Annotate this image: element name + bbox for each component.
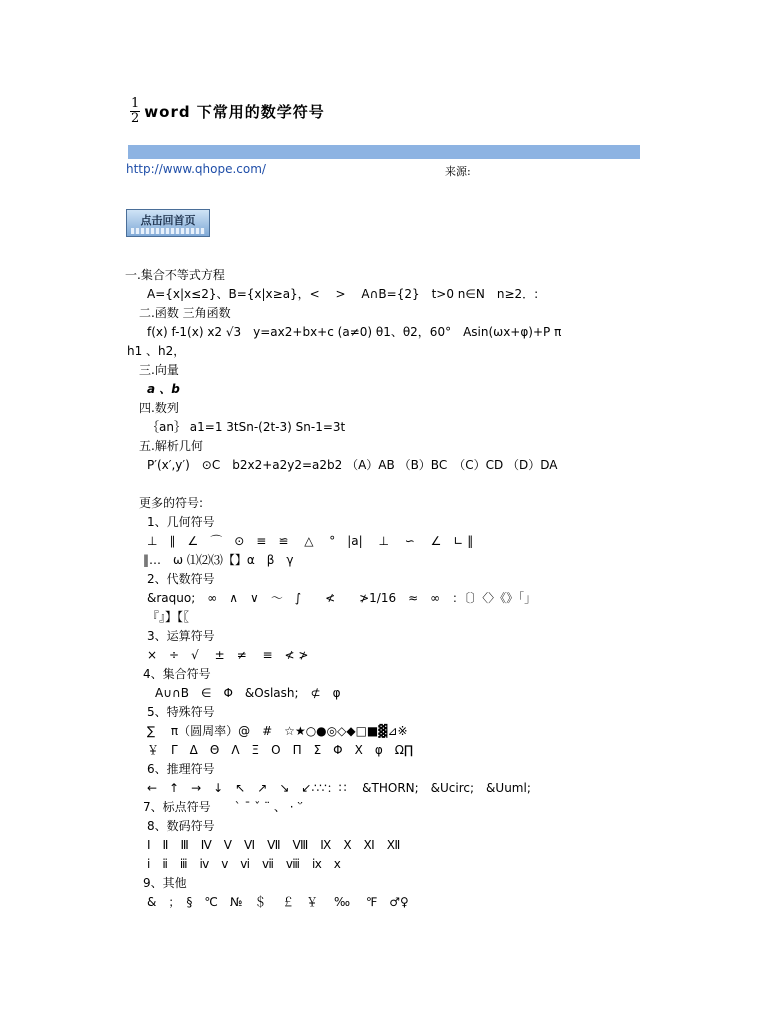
- content-line: f(x) f-1(x) x2 √3 y=ax2+bx+c (a≠0) θ1、θ2，60° Asin(ωx+φ)+P π: [147, 325, 562, 339]
- content-line: & ； § ℃ № ＄ ￡ ￥ ‰ ℉ ♂♀: [147, 895, 409, 909]
- section-heading: 五.解析几何: [139, 439, 203, 453]
- content-line: Ⅰ Ⅱ Ⅲ Ⅳ Ⅴ Ⅵ Ⅶ Ⅷ Ⅸ Ⅹ Ⅺ Ⅻ: [147, 838, 401, 852]
- subsection-heading: 3、运算符号: [147, 629, 215, 643]
- content-line: A∪∩B ∈ Φ &Oslash; ⊄ φ: [155, 686, 341, 700]
- subsection-heading: 2、代数符号: [147, 572, 215, 586]
- section-heading: 四.数列: [139, 401, 179, 415]
- home-button-banner: [131, 228, 205, 234]
- content-line: ‖… ω ⑴⑵⑶【】α β γ: [143, 553, 294, 567]
- subsection-heading: 7、标点符号 ` ˉ ˇ ¨ 、 · ‵′: [143, 800, 303, 814]
- home-button-label: 点击回首页: [140, 214, 196, 227]
- fraction-glyph: $\frac{1}{2}$: [131, 96, 140, 126]
- content-line: h1 、h2，: [127, 344, 186, 358]
- content-line: ￥ Γ Δ Θ Λ Ξ Ο Π Σ Φ Χ φ Ω∏: [147, 743, 414, 757]
- content-line: a 、b: [147, 382, 180, 396]
- content-line: ∑ π（圆周率）@ # ☆★○●◎◇◆□■▓⊿※: [147, 724, 408, 738]
- content-line: ⊥ ∥ ∠ ⌒ ⊙ ≡ ≌ △ ° |a| ⊥ ∽ ∠ ∟ ‖: [147, 534, 474, 548]
- subsection-heading: 1、几何符号: [147, 515, 215, 529]
- subsection-heading: 9、其他: [143, 876, 187, 890]
- home-button[interactable]: [126, 209, 210, 237]
- source-label: 来源:: [445, 165, 471, 178]
- subsection-heading: 4、集合符号: [143, 667, 211, 681]
- page-title: word 下常用的数学符号: [144, 103, 325, 121]
- section-heading: 二.函数 三角函数: [139, 306, 231, 320]
- content-line: ｛an｝ a1=1 3tSn-(2t-3) Sn-1=3t: [147, 420, 346, 434]
- content-line: A={x|x≤2}、B={x|x≥a}，< > A∩B={2} t>0 n∈N n≥2．:: [147, 287, 539, 301]
- content-line: ← ↑ → ↓ ↖ ↗ ↘ ↙∴∵：∷ &THORN; &Ucirc; &Uuml;: [147, 781, 531, 795]
- document-title: [130, 97, 325, 126]
- content-line: 『』】【〖: [147, 610, 190, 624]
- section-heading: 一.集合不等式方程: [125, 268, 225, 282]
- subsection-heading: 5、特殊符号: [147, 705, 215, 719]
- content-line: P′(x′,y′) ⊙C b2x2+a2y2=a2b2 （A）AB （B）BC （C）CD （D）DA: [147, 458, 558, 472]
- content-line: ⅰ ⅱ ⅲ ⅳ ⅴ ⅵ ⅶ ⅷ ⅸ ⅹ: [147, 857, 341, 871]
- site-link[interactable]: http://www.qhope.com/: [126, 162, 266, 176]
- section-heading: 更多的符号:: [139, 496, 204, 510]
- subsection-heading: 8、数码符号: [147, 819, 215, 833]
- content-line: &raquo; ∞ ∧ ∨ ～ ∫ ≮ ≯1/16 ≈ ∞ ：〔〕〈〉《》「」: [147, 591, 537, 605]
- content-line: × ÷ √ ± ≠ ≡ ≮ ≯: [147, 648, 309, 662]
- section-heading: 三.向量: [139, 363, 179, 377]
- subsection-heading: 6、推理符号: [147, 762, 215, 776]
- header-bar: [128, 145, 640, 159]
